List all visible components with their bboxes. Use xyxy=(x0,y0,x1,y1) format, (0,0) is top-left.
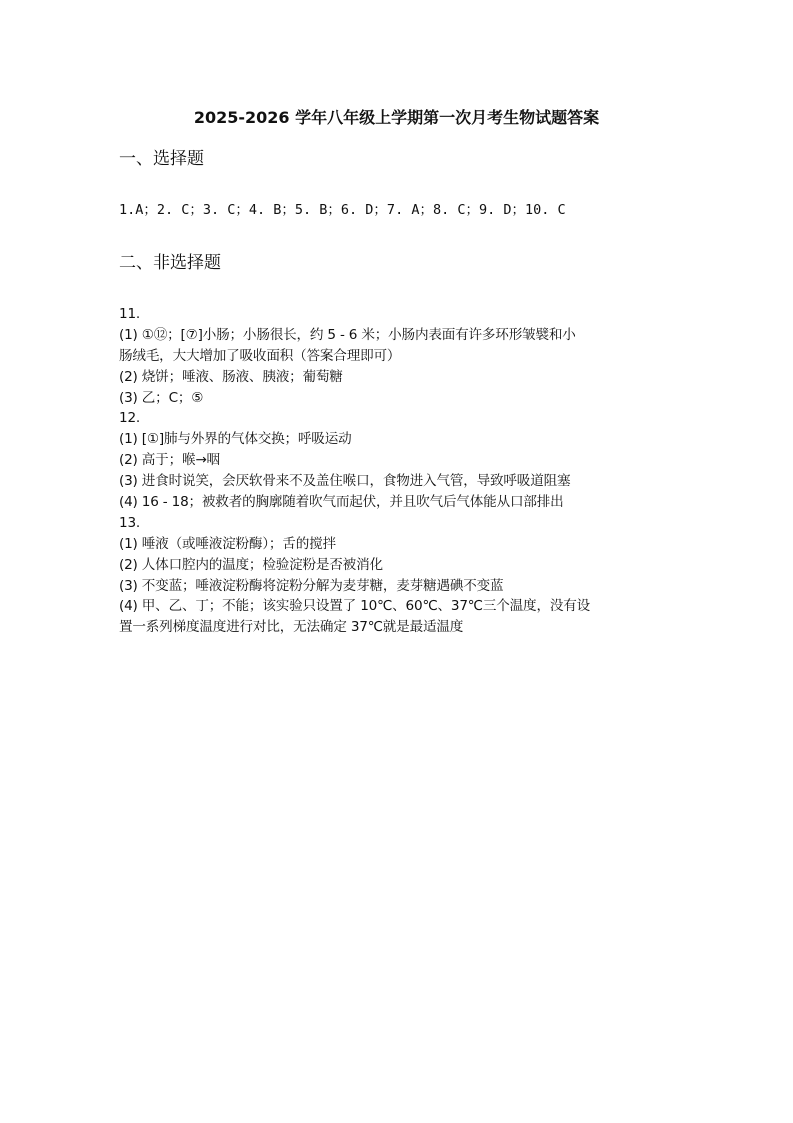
answer-line: 12. xyxy=(119,410,141,427)
answer-line: (4) 16 - 18；被救者的胸廓随着吹气而起伏，并且吹气后气体能从口部排出 xyxy=(119,494,564,511)
multiple-choice-answers: 1.A；2. C；3. C；4. B；5. B；6. D；7. A；8. C；9. D；10. C xyxy=(119,202,566,218)
answer-line: (4) 甲、乙、丁；不能；该实验只设置了 10℃、60℃、37℃三个温度，没有设 xyxy=(119,598,591,615)
answer-line: (3) 乙；C；⑤ xyxy=(119,389,204,406)
answer-line: (1) 唾液（或唾液淀粉酶）；舌的搅拌 xyxy=(119,535,336,552)
answer-line: (1) ①⑫；[⑦]小肠；小肠很长，约 5 - 6 米；小肠内表面有许多环形皱襞和小 xyxy=(119,326,576,343)
answer-line: 11. xyxy=(119,306,141,322)
answer-line: (2) 烧饼；唾液、肠液、胰液；葡萄糖 xyxy=(119,368,343,385)
page-title: 2025-2026 学年八年级上学期第一次月考生物试题答案 xyxy=(193,108,600,127)
answer-line: (3) 不变蓝；唾液淀粉酶将淀粉分解为麦芽糖，麦芽糖遇碘不变蓝 xyxy=(119,577,504,594)
answer-line: (2) 人体口腔内的温度；检验淀粉是否被消化 xyxy=(119,556,383,573)
answer-line: 肠绒毛，大大增加了吸收面积（答案合理即可） xyxy=(119,347,401,364)
answer-line: (2) 高于；喉→咽 xyxy=(119,452,220,469)
answer-line: 置一系列梯度温度进行对比，无法确定 37℃就是最适温度 xyxy=(119,619,464,636)
non-multiple-choice-answers xyxy=(119,304,679,638)
answer-line: (1) [①]肺与外界的气体交换；呼吸运动 xyxy=(119,431,352,448)
section-heading-multiple-choice: 一、选择题 xyxy=(119,149,204,169)
section-heading-non-multiple-choice: 二、非选择题 xyxy=(119,253,221,273)
answer-line: 13. xyxy=(119,514,141,531)
answer-line: (3) 进食时说笑，会厌软骨来不及盖住喉口，食物进入气管，导致呼吸道阻塞 xyxy=(119,473,571,490)
